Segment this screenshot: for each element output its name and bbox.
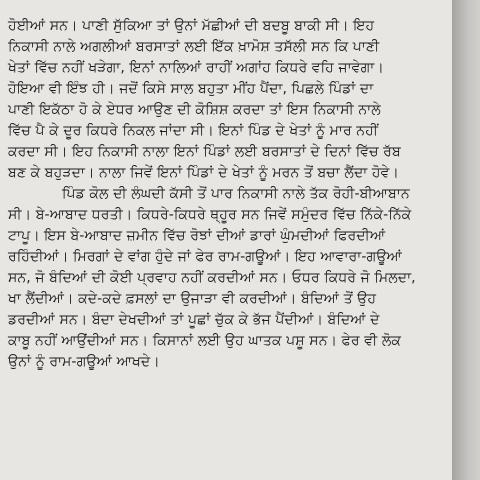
text-line: ਖੇਤਾਂ ਵਿੱਚ ਨਹੀਂ ਖੜੇਗਾ, ਇਨਾਂ ਨਾਲਿਆਂ ਰਾਹੀਂ ਅਗਾਂਹ ਕਿਧਰੇ ਵਹਿ ਜਾਵੇਗਾ। <box>8 60 384 76</box>
page-edge <box>452 0 480 480</box>
text-line: ਪਿੰਡ ਕੋਲ ਦੀ ਲੰਘਦੀ ਕੱਸੀ ਤੋਂ ਪਾਰ ਨਿਕਾਸੀ ਨਾਲੇ ਤੱਕ ਰੋਹੀ-ਬੀਆਬਾਨ <box>62 186 410 202</box>
text-line: ਡਰਦੀਆਂ ਸਨ। ਬੰਦਾ ਦੇਖਦੀਆਂ ਤਾਂ ਪੂਛਾਂ ਚੁੱਕ ਕੇ ਭੱਜ ਪੈਂਦੀਆਂ। ਬੰਦਿਆਂ ਦੇ <box>8 312 380 328</box>
text-line: ਪਾਣੀ ਇਕੱਠਾ ਹੋ ਕੇ ਏਧਰ ਆਉਣ ਦੀ ਕੋਸ਼ਿਸ਼ ਕਰਦਾ ਤਾਂ ਇਸ ਨਿਕਾਸੀ ਨਾਲੇ <box>8 102 381 118</box>
text-line: ਹੋਈਆਂ ਸਨ। ਪਾਣੀ ਸੁੱਕਿਆ ਤਾਂ ਉਨਾਂ ਮੱਛੀਆਂ ਦੀ ਬਦਬੂ ਬਾਕੀ ਸੀ। ਇਹ <box>8 18 375 34</box>
text-line: ਕਾਬੂ ਨਹੀਂ ਆਉਂਦੀਆਂ ਸਨ। ਕਿਸਾਨਾਂ ਲਈ ਉਹ ਘਾਤਕ ਪਸ਼ੂ ਸਨ। ਫੇਰ ਵੀ ਲੋਕ <box>8 333 402 349</box>
text-line: ਸਨ, ਜੋ ਬੰਦਿਆਂ ਦੀ ਕੋਈ ਪ੍ਰਵਾਹ ਨਹੀਂ ਕਰਦੀਆਂ ਸਨ। ਓਧਰ ਕਿਧਰੇ ਜੋ ਮਿਲਦਾ, <box>8 270 416 286</box>
text-line: ਹੋਇਆ ਵੀ ਇੰਝ ਹੀ। ਜਦੋਂ ਕਿਸੇ ਸਾਲ ਬਹੁਤਾ ਮੀਂਹ ਪੈਂਦਾ, ਪਿਛਲੇ ਪਿੰਡਾਂ ਦਾ <box>8 81 374 97</box>
text-line: ਵਿੱਚ ਪੈ ਕੇ ਦੂਰ ਕਿਧਰੇ ਨਿਕਲ ਜਾਂਦਾ ਸੀ। ਇਨਾਂ ਪਿੰਡ ਦੇ ਖੇਤਾਂ ਨੂੰ ਮਾਰ ਨਹੀਂ <box>8 123 379 139</box>
text-line: ਖਾ ਲੈਂਦੀਆਂ। ਕਦੇ-ਕਦੇ ਫ਼ਸਲਾਂ ਦਾ ਉਜਾੜਾ ਵੀ ਕਰਦੀਆਂ। ਬੰਦਿਆਂ ਤੋਂ ਉਹ <box>8 291 377 307</box>
text-line: ਬਣ ਕੇ ਬਹੁੜਦਾ। ਨਾਲਾ ਜਿਵੇਂ ਇਨਾਂ ਪਿੰਡਾਂ ਦੇ ਖੇਤਾਂ ਨੂੰ ਮਰਨ ਤੋਂ ਬਚਾ ਲੈਂਦਾ ਹੋਵੇ। <box>8 165 399 181</box>
text-line: ਨਿਕਾਸੀ ਨਾਲੇ ਅਗਲੀਆਂ ਬਰਸਾਤਾਂ ਲਈ ਇੱਕ ਖ਼ਾਮੋਸ਼ ਤਸੱਲੀ ਸਨ ਕਿ ਪਾਣੀ <box>8 39 380 55</box>
text-line: ਉਨਾਂ ਨੂੰ ਰਾਮ-ਗਊਆਂ ਆਖਦੇ। <box>8 354 160 370</box>
text-line: ਕਰਦਾ ਸੀ। ਇਹ ਨਿਕਾਸੀ ਨਾਲਾ ਇਨਾਂ ਪਿੰਡਾਂ ਲਈ ਬਰਸਾਤਾਂ ਦੇ ਦਿਨਾਂ ਵਿੱਚ ਰੱਬ <box>8 144 401 160</box>
text-line: ਸੀ। ਬੇ-ਆਬਾਦ ਧਰਤੀ। ਕਿਧਰੇ-ਕਿਧਰੇ ਥ੍ਹੂਰ ਸਨ ਜਿਵੇਂ ਸਮੁੰਦਰ ਵਿੱਚ ਨਿੱਕੇ-ਨਿੱਕੇ <box>8 207 412 223</box>
text-line: ਟਾਪੂ। ਇਸ ਬੇ-ਆਬਾਦ ਜ਼ਮੀਨ ਵਿੱਚ ਰੋਝਾਂ ਦੀਆਂ ਡਾਰਾਂ ਘੁੰਮਦੀਆਂ ਫਿਰਦੀਆਂ <box>8 228 386 244</box>
text-line: ਰਹਿੰਦੀਆਂ। ਮਿਰਗਾਂ ਦੇ ਵਾਂਗ ਹੁੰਦੇ ਜਾਂ ਫੇਰ ਰਾਮ-ਗਊਆਂ। ਇਹ ਆਵਾਰਾ-ਗਊਆਂ <box>8 249 402 265</box>
